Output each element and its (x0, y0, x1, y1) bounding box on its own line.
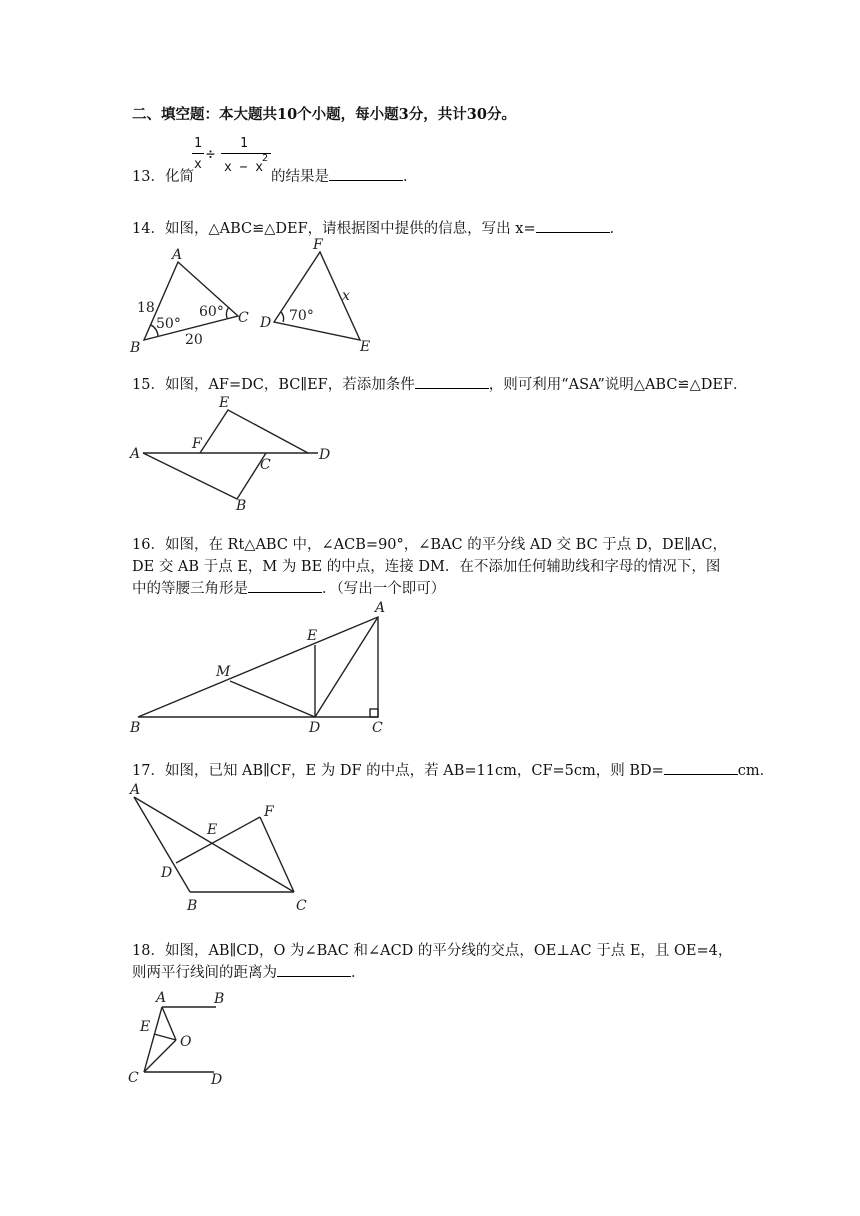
label-b-14: B (130, 340, 141, 356)
question-15-text: 15．如图，AF=DC，BC∥EF，若添加条件 ，则可利用“ASA”说明△ABC≌△DEF． (132, 374, 748, 396)
label-a-17: A (130, 782, 141, 798)
label-o-18: O (180, 1034, 192, 1050)
question-18-line-1: 18．如图，AB∥CD，O 为∠BAC 和∠ACD 的平分线的交点，OE⊥AC 于点 E，且 OE=4， (132, 943, 733, 959)
label-f-15: F (192, 436, 202, 452)
q13-prefix: 13．化简 (132, 169, 194, 185)
fraction-2-denominator: x − x (224, 160, 264, 175)
side-x-label: x (342, 288, 350, 304)
label-f-14: F (313, 237, 323, 253)
label-c-17: C (296, 898, 307, 914)
q13-suffix: 的结果是 (271, 169, 329, 185)
label-c-16: C (372, 720, 383, 736)
label-c-15: C (260, 457, 271, 473)
angle-50-label: 50° (156, 316, 181, 332)
question-16-line-2: DE 交 AB 于点 E，M 为 BE 的中点，连接 DM．在不添加任何辅助线和字母的情况下，图 (132, 559, 721, 575)
label-d-16: D (309, 720, 321, 736)
answer-blank-18[interactable] (277, 962, 351, 977)
answer-blank-15[interactable] (415, 374, 489, 389)
label-a-15: A (130, 446, 141, 462)
label-d-15: D (319, 447, 331, 463)
label-b-17: B (187, 898, 198, 914)
label-a-14: A (172, 247, 183, 263)
label-c-18: C (128, 1070, 139, 1086)
label-m-16: M (216, 664, 231, 680)
label-b-15: B (236, 498, 247, 514)
fraction-2-numerator: 1 (240, 136, 248, 151)
section-heading: 二、填空题：本大题共10个小题，每小题3分，共计30分。 (132, 106, 516, 123)
fraction-1-numerator: 1 (194, 136, 202, 151)
question-18-line-2: 则两平行线间的距离为 ． (132, 962, 366, 984)
question-17-text: 17．如图，已知 AB∥CF，E 为 DF 的中点，若 AB=11cm，CF=5cm，则 BD= cm． (132, 760, 774, 782)
question-16-line-1: 16．如图，在 Rt△ABC 中，∠ACB=90°，∠BAC 的平分线 AD 交 BC 于点 D，DE∥AC， (132, 537, 728, 553)
label-b-18: B (214, 991, 225, 1007)
side-18-label: 18 (137, 300, 155, 316)
figure-15-lines (143, 410, 318, 499)
fraction-1-denominator: x (194, 157, 202, 172)
label-b-16: B (130, 720, 141, 736)
answer-blank-17[interactable] (664, 760, 738, 775)
label-a-18: A (156, 990, 167, 1006)
label-e-16: E (307, 628, 318, 644)
angle-60-label: 60° (199, 304, 224, 320)
side-20-label: 20 (185, 332, 203, 348)
question-14-text: 14．如图，△ABC≌△DEF，请根据图中提供的信息，写出 x= ． (132, 218, 624, 240)
label-d-14: D (260, 315, 272, 331)
label-e-15: E (219, 395, 230, 411)
figure-16-lines (138, 617, 378, 717)
answer-blank-16[interactable] (248, 578, 322, 593)
divide-sign: ÷ (206, 145, 216, 163)
label-c-14: C (238, 310, 249, 326)
fraction-2-exponent: 2 (262, 153, 269, 164)
label-e-18: E (140, 1019, 151, 1035)
label-e-14: E (360, 339, 371, 355)
label-f-17: F (264, 804, 274, 820)
angle-70-label: 70° (289, 308, 314, 324)
question-16-line-3: 中的等腰三角形是 ．（写出一个即可） (132, 578, 445, 600)
label-e-17: E (207, 822, 218, 838)
label-d-17: D (161, 865, 173, 881)
label-a-16: A (375, 600, 386, 616)
label-d-18: D (211, 1072, 223, 1088)
